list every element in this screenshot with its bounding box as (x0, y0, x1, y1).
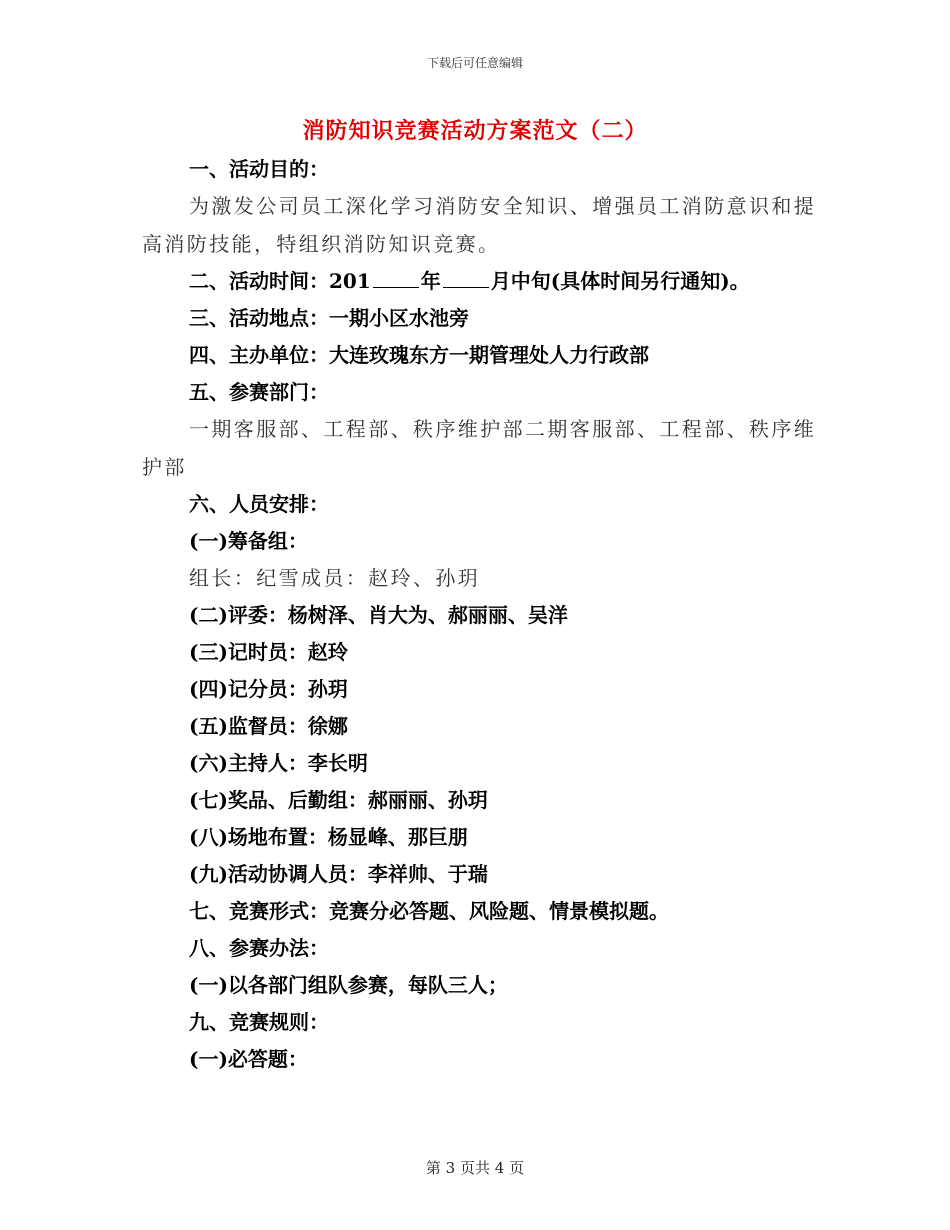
section-2-label: 二、活动时间：201 (189, 269, 371, 293)
section-6-item-1-detail: 组长：纪雪成员：赵玲、孙玥 (189, 566, 481, 590)
page-footer: 第 3 页共 4 页 (425, 1159, 525, 1177)
section-1-paragraph-line-1: 为激发公司员工深化学习消防安全知识、增强员工消防意识和提 (189, 194, 817, 218)
section-6-item-7: (七)奖品、后勤组：郝丽丽、孙玥 (189, 788, 488, 812)
section-5-paragraph-line-1: 一期客服部、工程部、秩序维护部二期客服部、工程部、秩序维 (189, 417, 817, 441)
section-9-heading: 九、竞赛规则： (189, 1010, 329, 1034)
section-7-format: 七、竞赛形式：竞赛分必答题、风险题、情景模拟题。 (189, 899, 669, 923)
section-6-heading: 六、人员安排： (189, 492, 329, 516)
section-3-location: 三、活动地点：一期小区水池旁 (189, 306, 469, 330)
section-6-item-5: (五)监督员：徐娜 (189, 714, 348, 738)
section-5-paragraph-line-2: 护部 (142, 455, 187, 479)
section-6-item-3: (三)记时员：赵玲 (189, 640, 348, 664)
section-6-item-1: (一)筹备组： (189, 529, 308, 553)
section-8-item-1: (一)以各部门组队参赛，每队三人； (189, 973, 508, 997)
section-5-heading: 五、参赛部门： (189, 380, 329, 404)
section-6-item-6: (六)主持人：李长明 (189, 751, 368, 775)
section-4-organizer: 四、主办单位：大连玫瑰东方一期管理处人力行政部 (189, 343, 649, 367)
section-6-item-2: (二)评委：杨树泽、肖大为、郝丽丽、吴洋 (189, 603, 568, 627)
page-header: 下载后可任意编辑 (426, 56, 523, 70)
section-6-item-4: (四)记分员：孙玥 (189, 677, 348, 701)
section-2-rest: 月中旬(具体时间另行通知)。 (490, 269, 750, 293)
document-title: 消防知识竞赛活动方案范文（二） (302, 118, 648, 144)
section-2-activity-time (189, 268, 750, 294)
year-blank (373, 269, 419, 288)
year-char: 年 (420, 269, 441, 293)
section-1-heading: 一、活动目的： (189, 157, 329, 181)
month-blank (443, 269, 489, 288)
section-8-heading: 八、参赛办法： (189, 936, 329, 960)
section-6-item-9: (九)活动协调人员：李祥帅、于瑞 (189, 862, 488, 886)
section-1-paragraph-line-2: 高消防技能，特组织消防知识竞赛。 (142, 232, 501, 256)
section-6-item-8: (八)场地布置：杨显峰、那巨朋 (189, 825, 468, 849)
section-9-item-1: (一)必答题： (189, 1047, 308, 1071)
